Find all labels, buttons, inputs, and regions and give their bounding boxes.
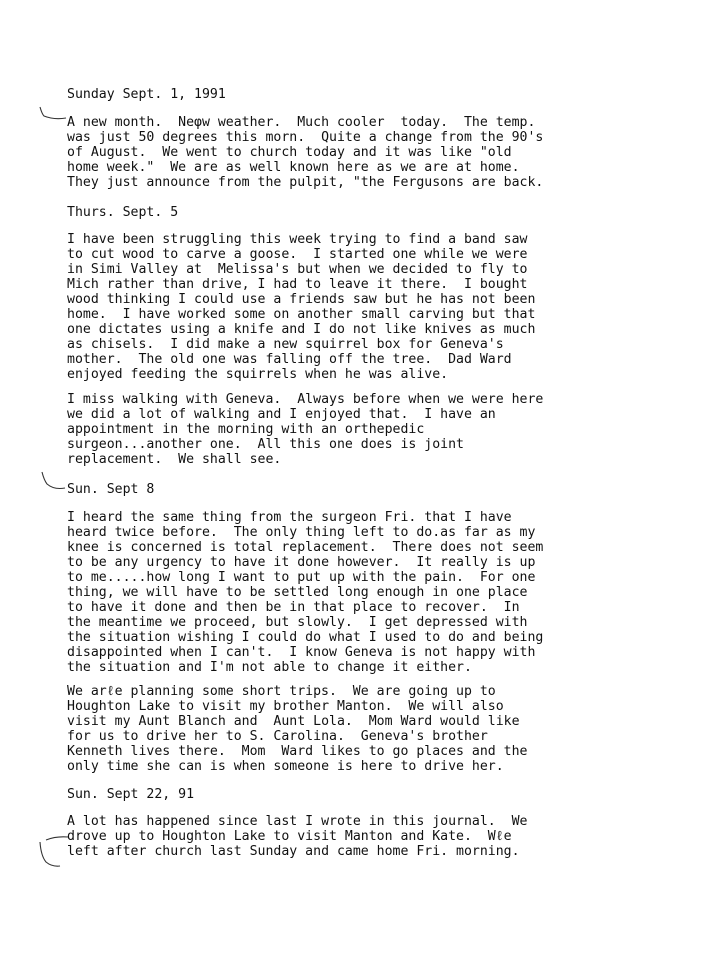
- text-line: left after church last Sunday and came home Fri. morning.: [67, 844, 520, 859]
- text-line: A lot has happened since last I wrote in this journal. We: [67, 814, 528, 829]
- text-line: surgeon...another one. All this one does is joint: [67, 437, 464, 452]
- text-line: appointment in the morning with an orthepedic: [67, 422, 425, 437]
- text-line: home week." We are as well known here as we are at home.: [67, 160, 520, 175]
- text-line: They just announce from the pulpit, "the Fergusons are back.: [67, 175, 544, 190]
- text-line: as chisels. I did make a new squirrel box for Geneva's: [67, 337, 504, 352]
- text-line: for us to drive her to S. Carolina. Geneva's brother: [67, 729, 488, 744]
- text-line: to me.....how long I want to put up with the pain. For one: [67, 570, 536, 585]
- text-line: the situation wishing I could do what I used to do and being: [67, 630, 544, 645]
- text-line: we did a lot of walking and I enjoyed that. I have an: [67, 407, 496, 422]
- entry-date: Sun. Sept 8: [67, 482, 155, 497]
- text-line: Houghton Lake to visit my brother Manton. We will also: [67, 699, 504, 714]
- entry-date: Thurs. Sept. 5: [67, 205, 179, 220]
- margin-pen-mark: [38, 470, 68, 494]
- text-line: Mich rather than drive, I had to leave it there. I bought: [67, 277, 528, 292]
- text-line: enjoyed feeding the squirrels when he was alive.: [67, 367, 449, 382]
- margin-pen-mark: [36, 840, 64, 870]
- text-line: I have been struggling this week trying to find a band saw: [67, 232, 528, 247]
- margin-pen-mark: [36, 104, 70, 126]
- text-line: only time she can is when someone is here to drive her.: [67, 759, 504, 774]
- text-line: A new month. Neφw weather. Much cooler today. The temp.: [67, 115, 536, 130]
- text-line: knee is concerned is total replacement. There does not seem: [67, 540, 544, 555]
- text-line: replacement. We shall see.: [67, 452, 282, 467]
- text-line: of August. We went to church today and it was like "old: [67, 145, 512, 160]
- text-line: home. I have worked some on another small carving but that: [67, 307, 536, 322]
- text-line: disappointed when I can't. I know Geneva is not happy with: [67, 645, 536, 660]
- text-line: in Simi Valley at Melissa's but when we decided to fly to: [67, 262, 528, 277]
- text-line: thing, we will have to be settled long enough in one place: [67, 585, 528, 600]
- text-line: I miss walking with Geneva. Always before when we were here: [67, 392, 544, 407]
- text-line: drove up to Houghton Lake to visit Manton and Kate. Wℓe: [67, 829, 512, 844]
- text-line: the situation and I'm not able to change it either.: [67, 660, 472, 675]
- entry-date: Sunday Sept. 1, 1991: [67, 87, 226, 102]
- text-line: was just 50 degrees this morn. Quite a change from the 90's: [67, 130, 544, 145]
- text-line: visit my Aunt Blanch and Aunt Lola. Mom Ward would like: [67, 714, 520, 729]
- text-line: We arℓe planning some short trips. We are going up to: [67, 684, 496, 699]
- text-line: the meantime we proceed, but slowly. I get depressed with: [67, 615, 528, 630]
- entry-date: Sun. Sept 22, 91: [67, 787, 195, 802]
- text-line: to have it done and then be in that place to recover. In: [67, 600, 520, 615]
- text-line: to cut wood to carve a goose. I started one while we were: [67, 247, 528, 262]
- text-line: to be any urgency to have it done however. It really is up: [67, 555, 536, 570]
- text-line: I heard the same thing from the surgeon Fri. that I have: [67, 510, 512, 525]
- text-line: heard twice before. The only thing left to do.as far as my: [67, 525, 536, 540]
- text-line: Kenneth lives there. Mom Ward likes to go places and the: [67, 744, 528, 759]
- text-line: wood thinking I could use a friends saw but he has not been: [67, 292, 536, 307]
- text-line: one dictates using a knife and I do not like knives as much: [67, 322, 536, 337]
- text-line: mother. The old one was falling off the tree. Dad Ward: [67, 352, 512, 367]
